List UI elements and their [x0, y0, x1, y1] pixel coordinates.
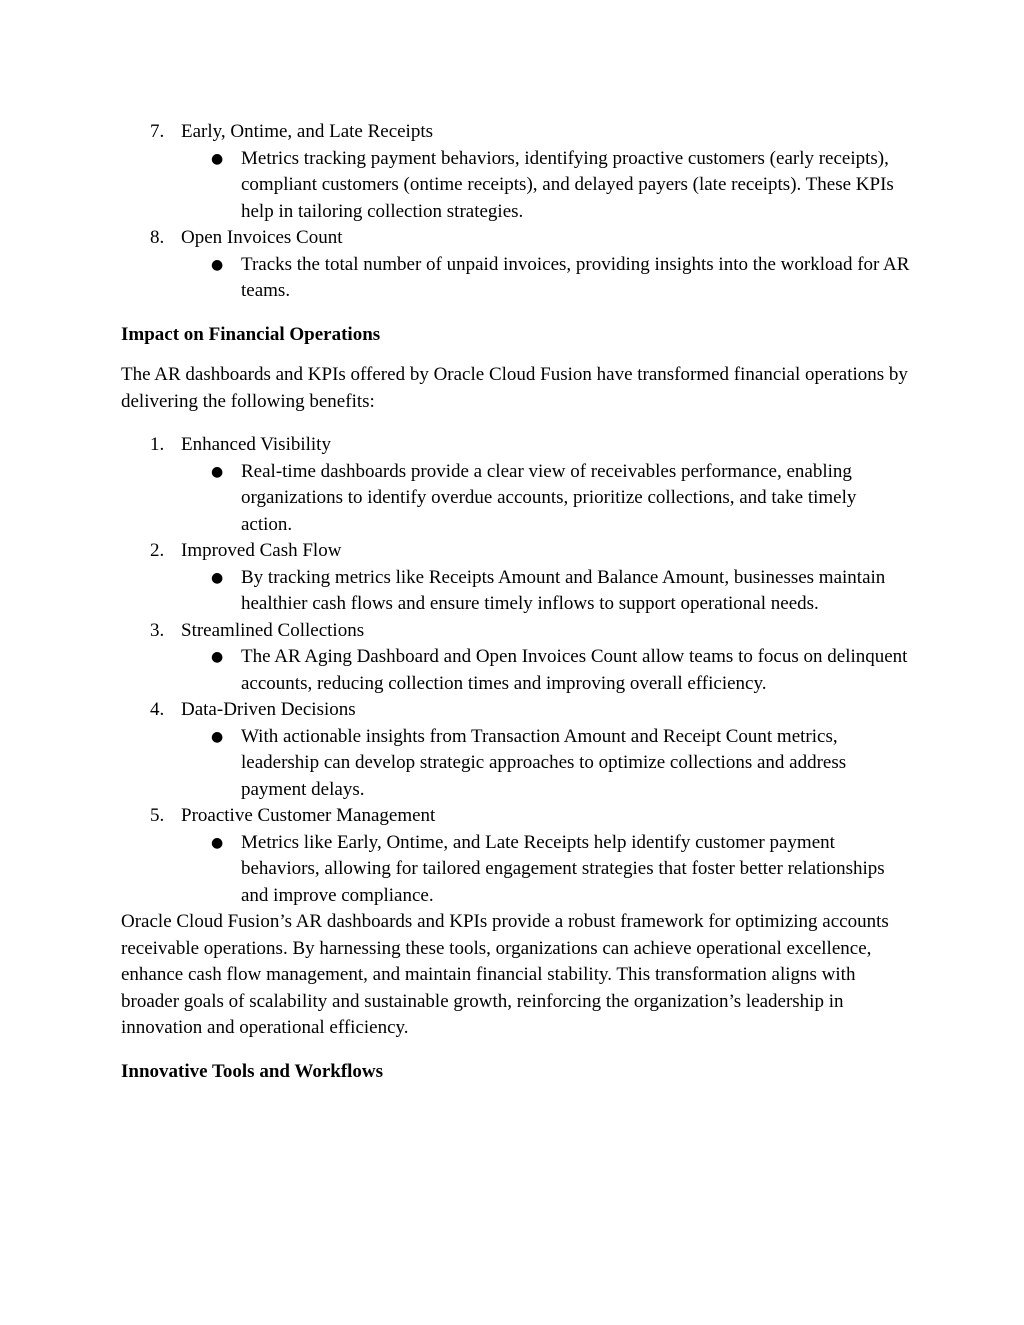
bullet-item — [181, 565, 911, 618]
list-number: 7. — [150, 121, 165, 142]
kpi-list-continued — [121, 119, 911, 305]
bullet-icon: ● — [211, 649, 224, 665]
sub-list — [181, 565, 911, 618]
list-item-title: Improved Cash Flow — [181, 540, 342, 561]
bullet-icon: ● — [211, 463, 224, 480]
list-item-title: Proactive Customer Management — [181, 805, 436, 826]
list-item-title: Enhanced Visibility — [181, 434, 331, 455]
list-number: 4. — [150, 699, 165, 720]
list-number: 3. — [150, 619, 165, 641]
section-intro: The AR dashboards and KPIs offered by Oracle Cloud Fusion have transformed financial operations by delivering the following benefits: — [121, 364, 908, 412]
list-number: 5. — [150, 805, 165, 826]
list-item — [121, 618, 911, 698]
bullet-text: With actionable insights from Transaction Amount and Receipt Count metrics, leadership can develop strategic approaches to optimize collections and address payment delays. — [241, 725, 847, 800]
bullet-item — [181, 252, 911, 305]
list-item-title: Open Invoices Count — [181, 227, 343, 248]
sub-list — [181, 252, 911, 305]
list-item-title: Early, Ontime, and Late Receipts — [181, 121, 434, 142]
bullet-icon: ● — [211, 150, 224, 167]
benefits-list — [121, 432, 911, 909]
sub-list — [181, 459, 911, 539]
bullet-icon: ● — [211, 728, 224, 745]
list-item — [121, 119, 911, 225]
list-item-title: Streamlined Collections — [181, 619, 365, 641]
bullet-icon: ● — [211, 256, 224, 273]
bullet-text: Tracks the total number of unpaid invoices, providing insights into the workload for AR teams. — [241, 253, 910, 301]
list-item-title: Data-Driven Decisions — [181, 699, 356, 720]
conclusion-paragraph: Oracle Cloud Fusion’s AR dashboards and KPIs provide a robust framework for optimizing accounts receivable operations. By harnessing these tools, organizations can achieve operational excellence, enhance cash flow management, and maintain financial stability. This transformation aligns with broader goals of scalability and sustainable growth, reinforcing the organization’s leadership in innovation and operational efficiency. — [121, 911, 889, 1038]
bullet-item — [181, 830, 911, 910]
list-item — [121, 803, 911, 909]
list-number: 1. — [150, 434, 165, 455]
sub-list — [181, 146, 911, 226]
document-page — [121, 119, 911, 1085]
bullet-icon: ● — [211, 834, 224, 851]
bullet-text: Real-time dashboards provide a clear view of receivables performance, enabling organizations to identify overdue accounts, prioritize collections, and take timely action. — [241, 460, 857, 535]
sub-list — [181, 830, 911, 910]
bullet-item — [181, 459, 911, 539]
list-number: 2. — [150, 540, 165, 561]
list-number: 8. — [150, 227, 165, 248]
bullet-text: Metrics like Early, Ontime, and Late Receipts help identify customer payment behaviors, allowing for tailored engagement strategies that foster better relationships and improve compliance. — [241, 831, 885, 906]
bullet-text: Metrics tracking payment behaviors, identifying proactive customers (early receipts), compliant customers (ontime receipts), and delayed payers (late receipts). These KPIs help in tailoring collection strategies. — [241, 147, 894, 222]
bullet-item — [181, 724, 911, 804]
list-item — [121, 225, 911, 305]
bullet-item — [181, 146, 911, 226]
sub-list — [181, 644, 911, 697]
bullet-icon: ● — [211, 569, 224, 586]
bullet-item — [181, 644, 911, 697]
list-item — [121, 432, 911, 538]
list-item — [121, 697, 911, 803]
bullet-text: The AR Aging Dashboard and Open Invoices Count allow teams to focus on delinquent accounts, reducing collection times and improving overall efficiency. — [241, 646, 908, 694]
bullet-text: By tracking metrics like Receipts Amount and Balance Amount, businesses maintain healthier cash flows and ensure timely inflows to support operational needs. — [241, 566, 886, 614]
section-heading-tools: Innovative Tools and Workflows — [121, 1060, 384, 1082]
section-heading-impact: Impact on Financial Operations — [121, 323, 381, 345]
list-item — [121, 538, 911, 618]
sub-list — [181, 724, 911, 804]
